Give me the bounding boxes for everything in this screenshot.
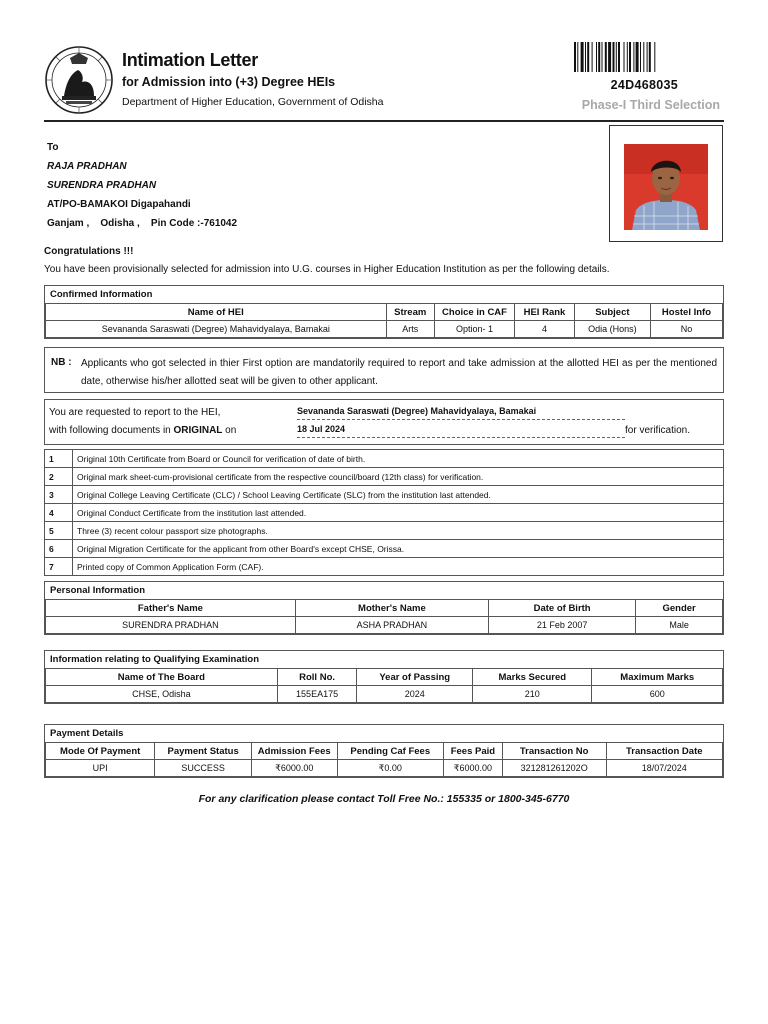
column-header: Marks Secured xyxy=(472,669,592,686)
item-number: 1 xyxy=(45,450,73,468)
payment-table xyxy=(45,742,723,777)
item-text: Original College Leaving Certificate (CLC) / School Leaving Certificate (SLC) from the institution last attended. xyxy=(73,486,724,504)
table-cell: ₹6000.00 xyxy=(443,760,502,777)
list-item xyxy=(45,486,724,504)
address-to: To xyxy=(47,142,59,153)
table-cell: ₹6000.00 xyxy=(251,760,337,777)
table-cell: SURENDRA PRADHAN xyxy=(46,617,296,634)
column-header: Maximum Marks xyxy=(592,669,723,686)
table-cell: 2024 xyxy=(357,686,473,703)
table-cell: 321281261202O xyxy=(502,760,606,777)
report-verification: for verification. xyxy=(625,425,691,436)
list-item xyxy=(45,558,724,576)
qualifying-table xyxy=(45,668,723,703)
column-header: Hostel Info xyxy=(650,304,722,321)
report-line2-prefix: with following documents in xyxy=(49,425,174,436)
item-number: 2 xyxy=(45,468,73,486)
guardian-name: SURENDRA PRADHAN xyxy=(47,180,157,191)
table-row xyxy=(46,760,723,777)
table-cell: Odia (Hons) xyxy=(574,321,650,338)
toll-free-contact: For any clarification please contact Toll Free No.: 155335 or 1800-345-6770 xyxy=(198,793,570,805)
list-item xyxy=(45,522,724,540)
table-cell: ₹0.00 xyxy=(337,760,443,777)
recipient-name: RAJA PRADHAN xyxy=(47,161,127,172)
table-cell: ASHA PRADHAN xyxy=(295,617,488,634)
section-title: Information relating to Qualifying Examination xyxy=(50,654,260,665)
table-cell: No xyxy=(650,321,722,338)
column-header: Gender xyxy=(636,600,723,617)
payment-details-section xyxy=(44,724,724,778)
odisha-emblem-icon xyxy=(44,44,114,116)
table-cell: UPI xyxy=(46,760,155,777)
section-title: Personal Information xyxy=(50,585,146,596)
selection-phase: Phase-I Third Selection xyxy=(581,98,720,112)
column-header: Transaction Date xyxy=(606,743,722,760)
report-line1: You are requested to report to the HEI, xyxy=(49,407,221,418)
section-title: Payment Details xyxy=(50,728,124,739)
column-header: Transaction No xyxy=(502,743,606,760)
table-cell: 600 xyxy=(592,686,723,703)
qualifying-exam-section xyxy=(44,650,724,704)
table-row xyxy=(46,686,723,703)
column-header: Roll No. xyxy=(277,669,357,686)
table-cell: 21 Feb 2007 xyxy=(488,617,635,634)
letter-header xyxy=(44,42,724,122)
item-number: 6 xyxy=(45,540,73,558)
item-number: 3 xyxy=(45,486,73,504)
list-item xyxy=(45,504,724,522)
item-text: Three (3) recent colour passport size photographs. xyxy=(73,522,724,540)
item-number: 7 xyxy=(45,558,73,576)
applicant-photo xyxy=(624,144,708,230)
item-number: 4 xyxy=(45,504,73,522)
recipient-address xyxy=(47,138,237,233)
letter-title: Intimation Letter xyxy=(122,50,258,70)
selection-statement: You have been provisionally selected for admission into U.G. courses in Higher Education Institution as per the following details. xyxy=(44,264,610,275)
nb-notice xyxy=(44,347,724,393)
column-header: Stream xyxy=(386,304,434,321)
report-line2 xyxy=(49,425,236,436)
applicant-photo-frame xyxy=(609,125,723,242)
confirmed-information-section xyxy=(44,285,724,339)
table-cell: Arts xyxy=(386,321,434,338)
report-date: 18 Jul 2024 xyxy=(297,424,625,438)
nb-label: NB : xyxy=(51,357,72,368)
item-text: Original Migration Certificate for the applicant from other Board's except CHSE, Orissa. xyxy=(73,540,724,558)
table-row xyxy=(46,321,723,338)
column-header: Year of Passing xyxy=(357,669,473,686)
column-header: Mode Of Payment xyxy=(46,743,155,760)
item-number: 5 xyxy=(45,522,73,540)
column-header: Subject xyxy=(574,304,650,321)
column-header: Admission Fees xyxy=(251,743,337,760)
item-text: Original mark sheet-cum-provisional certificate from the respective council/board (12th class) for verification. xyxy=(73,468,724,486)
column-header: Pending Caf Fees xyxy=(337,743,443,760)
item-text: Printed copy of Common Application Form (CAF). xyxy=(73,558,724,576)
list-item xyxy=(45,450,724,468)
personal-table xyxy=(45,599,723,634)
column-header: Choice in CAF xyxy=(434,304,514,321)
column-header: Fees Paid xyxy=(443,743,502,760)
item-text: Original 10th Certificate from Board or Council for verification of date of birth. xyxy=(73,450,724,468)
address-line1: AT/PO-BAMAKOI Digapahandi xyxy=(47,199,191,210)
table-cell: CHSE, Odisha xyxy=(46,686,278,703)
application-number: 24D468035 xyxy=(610,78,678,92)
personal-information-section xyxy=(44,581,724,635)
item-text: Original Conduct Certificate from the institution last attended. xyxy=(73,504,724,522)
table-row xyxy=(46,617,723,634)
report-hei-name: Sevananda Saraswati (Degree) Mahavidyalaya, Bamakai xyxy=(297,406,625,420)
original-emphasis: ORIGINAL xyxy=(173,425,223,436)
column-header: Name of The Board xyxy=(46,669,278,686)
column-header: HEI Rank xyxy=(515,304,575,321)
report-line2-suffix: on xyxy=(222,425,237,436)
table-cell: SUCCESS xyxy=(155,760,252,777)
nb-text: Applicants who got selected in thier First option are mandatorily required to report and take admission at the allotted HEI as per the mentioned date, otherwise his/her allotted seat will be given to other applicant. xyxy=(81,358,717,387)
table-cell: Option- 1 xyxy=(434,321,514,338)
address-line2: Ganjam , Odisha , Pin Code :-761042 xyxy=(47,218,238,229)
table-cell: 4 xyxy=(515,321,575,338)
department-name: Department of Higher Education, Government of Odisha xyxy=(122,96,384,108)
table-cell: 18/07/2024 xyxy=(606,760,722,777)
confirmed-table xyxy=(45,303,723,338)
table-cell: Male xyxy=(636,617,723,634)
barcode-icon xyxy=(574,42,698,72)
column-header: Father's Name xyxy=(46,600,296,617)
column-header: Mother's Name xyxy=(295,600,488,617)
letter-subtitle: for Admission into (+3) Degree HEIs xyxy=(122,75,336,89)
column-header: Payment Status xyxy=(155,743,252,760)
section-title: Confirmed Information xyxy=(50,289,153,300)
congratulations-text: Congratulations !!! xyxy=(44,246,134,257)
list-item xyxy=(45,540,724,558)
table-cell: 210 xyxy=(472,686,592,703)
header-divider xyxy=(44,120,724,122)
list-item xyxy=(45,468,724,486)
column-header: Name of HEI xyxy=(46,304,387,321)
column-header: Date of Birth xyxy=(488,600,635,617)
report-instructions xyxy=(44,399,724,445)
table-cell: Sevananda Saraswati (Degree) Mahavidyalaya, Bamakai xyxy=(46,321,387,338)
table-cell: 155EA175 xyxy=(277,686,357,703)
required-documents-list xyxy=(44,449,724,576)
